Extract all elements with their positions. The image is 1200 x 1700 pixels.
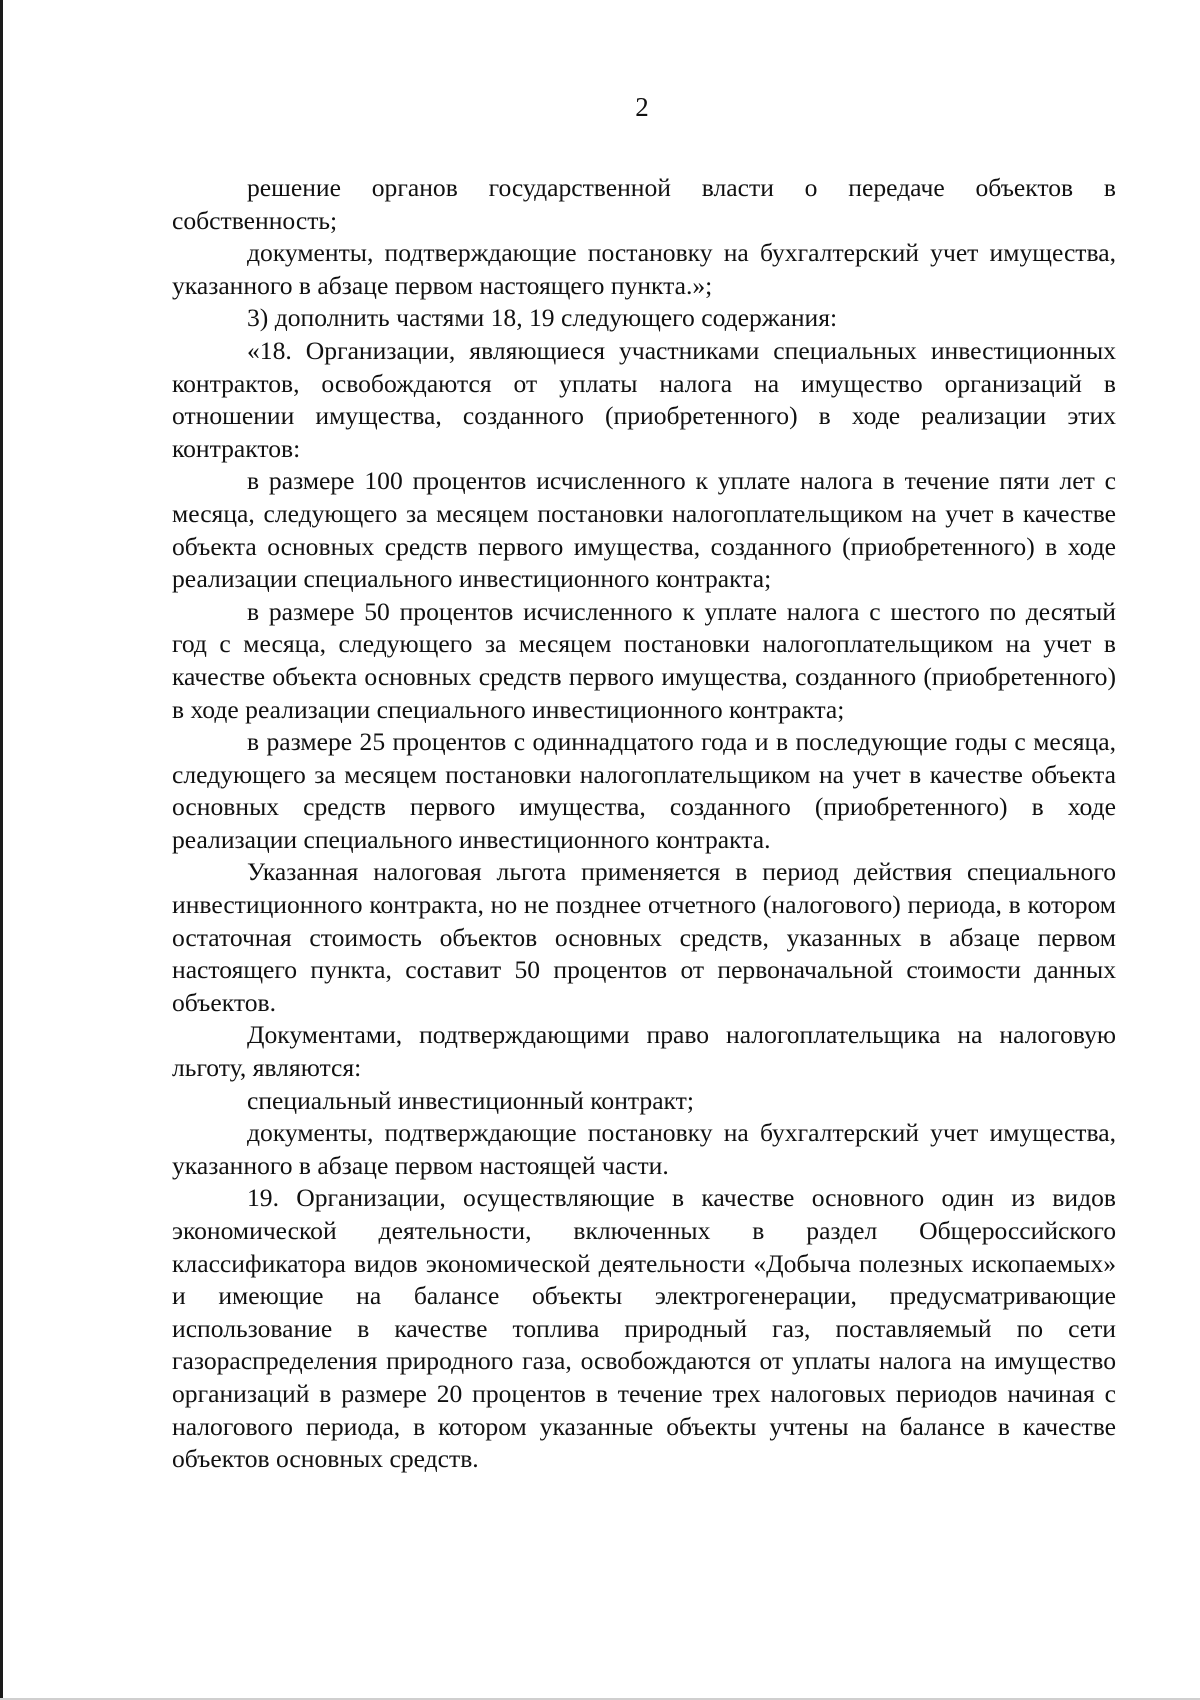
scan-left-edge	[0, 0, 3, 1700]
paragraph-7: в размере 25 процентов с одиннадцатого года и в последующие годы с месяца, следующего за месяцем постановки налогоплательщиком на учет в качестве объекта основных средств первого имущества, созданного (приобретенного) в ходе реализации специального инвестиционного контракта.	[172, 727, 1116, 854]
paragraph-8: Указанная налоговая льгота применяется в период действия специального инвестиционного контракта, но не позднее отчетного (налогового) периода, в котором остаточная стоимость объектов основных средств, указанных в абзаце первом настоящего пункта, составит 50 процентов от первоначальной стоимости данных объектов.	[172, 857, 1116, 1017]
paragraph-6: в размере 50 процентов исчисленного к уплате налога с шестого по десятый год с месяца, следующего за месяцем постановки налогоплательщиком на учет в качестве объекта основных средств первого имущества, созданного (приобретенного) в ходе реализации специального инвестиционного контракта;	[172, 596, 1116, 724]
paragraph-3: 3) дополнить частями 18, 19 следующего содержания:	[247, 303, 838, 333]
paragraph-9: Документами, подтверждающими право налогоплательщика на налоговую льготу, являются:	[172, 1020, 1116, 1083]
paragraph-4: «18. Организации, являющиеся участниками специальных инвестиционных контрактов, освобождаются от уплаты налога на имущество организаций в отношении имущества, созданного (приобретенного) в ходе реализации этих контрактов:	[172, 335, 1116, 463]
paragraph-10: специальный инвестиционный контракт;	[247, 1085, 694, 1115]
paragraph-1: решение органов государственной власти о передаче объектов в собственность;	[172, 173, 1116, 235]
paragraph-5: в размере 100 процентов исчисленного к уплате налога в течение пяти лет с месяца, следующего за месяцем постановки налогоплательщиком на учет в качестве объекта основных средств первого имущества, созданного (приобретенного) в ходе реализации специального инвестиционного контракта;	[172, 466, 1116, 594]
paragraph-12: 19. Организации, осуществляющие в качестве основного один из видов экономической деятельности, включенных в раздел Общероссийского классификатора видов экономической деятельности «Добыча полезных ископаемых» и имеющие на балансе объекты электрогенерации, предусматривающие использование в качестве топлива природный газ, поставляемый по сети газораспределения природного газа, освобождаются от уплаты налога на имущество организаций в размере 20 процентов в течение трех налоговых периодов начиная с налогового периода, в котором указанные объекты учтены на балансе в качестве объектов основных средств.	[172, 1183, 1116, 1474]
paragraph-11: документы, подтверждающие постановку на бухгалтерский учет имущества, указанного в абзаце первом настоящей части.	[172, 1118, 1116, 1180]
document-body	[172, 172, 1116, 1476]
page-number: 2	[635, 92, 649, 122]
paragraph-2: документы, подтверждающие постановку на бухгалтерский учет имущества, указанного в абзаце первом настоящего пункта.»;	[172, 238, 1116, 300]
